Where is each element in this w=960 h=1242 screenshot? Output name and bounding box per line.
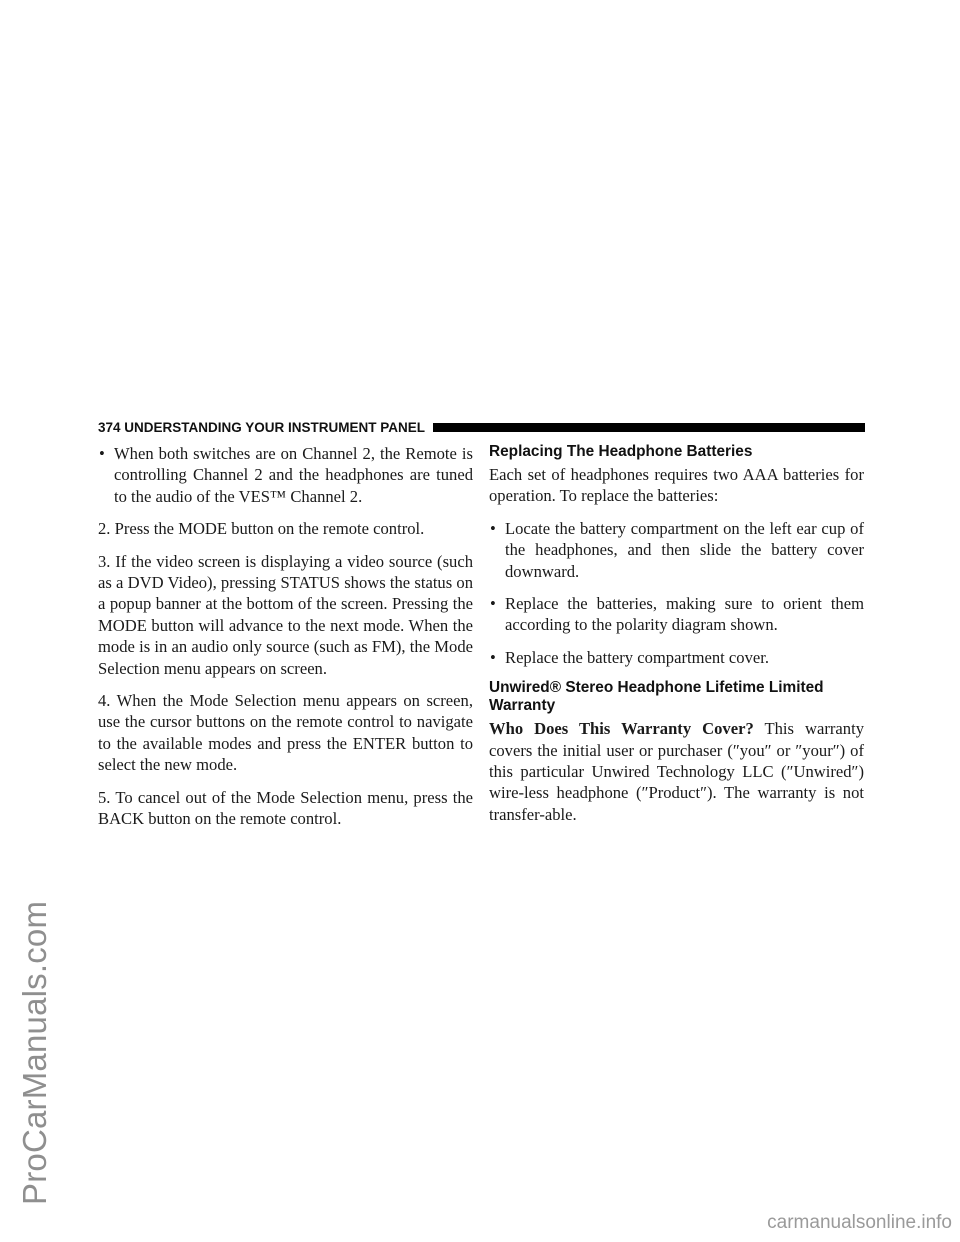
battery-bullet-2 [489,593,864,636]
right-column [489,443,864,836]
page-header [98,417,865,437]
step-3: 3. If the video screen is displaying a video source (such as a DVD Video), pressing STATUS shows the status on a popup banner at the bottom of the screen. Pressing the MODE button will advance to the next mode. When the mode is in an audio only source (such as FM), the Mode Selection menu appears on screen. [98,551,473,678]
page-number: 374 [98,419,121,435]
batteries-intro: Each set of headphones requires two AAA batteries for operation. To replace the batteries: [489,465,864,506]
side-watermark: ProCarManuals.com [16,900,53,1205]
step-5: 5. To cancel out of the Mode Selection menu, press the BACK button on the remote control. [98,787,473,829]
bullet-channel-2 [98,443,473,507]
battery-bullet-3 [489,647,864,668]
left-column [98,443,473,841]
bullet-text: Replace the batteries, making sure to orient them according to the polarity diagram shown. [505,594,864,635]
heading-replacing-batteries: Replacing The Headphone Batteries [489,443,753,460]
step-4: 4. When the Mode Selection menu appears on screen, use the cursor buttons on the remote control to navigate to the available modes and press the ENTER button to select the new mode. [98,691,473,775]
header-rule [433,423,865,432]
bullet-marker: • [490,647,496,667]
bullet-text: Replace the battery compartment cover. [505,647,770,667]
heading-warranty: Unwired® Stereo Headphone Lifetime Limited Warranty [489,679,824,715]
page-header-text [98,420,433,435]
bullet-text: Locate the battery compartment on the left ear cup of the headphones, and then slide the battery cover downward. [505,518,864,581]
bullet-marker: • [490,594,496,614]
bullet-text: When both switches are on Channel 2, the Remote is controlling Channel 2 and the headphones are tuned to the audio of the VES™ Channel 2. [114,444,473,506]
bullet-marker: • [490,518,496,538]
bullet-marker: • [99,444,105,463]
footer-watermark: carmanualsonline.info [767,1212,952,1233]
battery-bullet-1 [489,518,864,582]
section-title: UNDERSTANDING YOUR INSTRUMENT PANEL [124,419,426,435]
warranty-lead: Who Does This Warranty Cover? [489,719,754,739]
warranty-body: This warranty covers the initial user or purchaser (″you″ or ″your″) of this particular Unwired Technology LLC (″Unwired″) wire-less headphone (″Product″). The warranty is not transfer-able. [489,719,864,824]
warranty-paragraph [489,718,864,825]
step-2: 2. Press the MODE button on the remote control. [98,519,425,539]
